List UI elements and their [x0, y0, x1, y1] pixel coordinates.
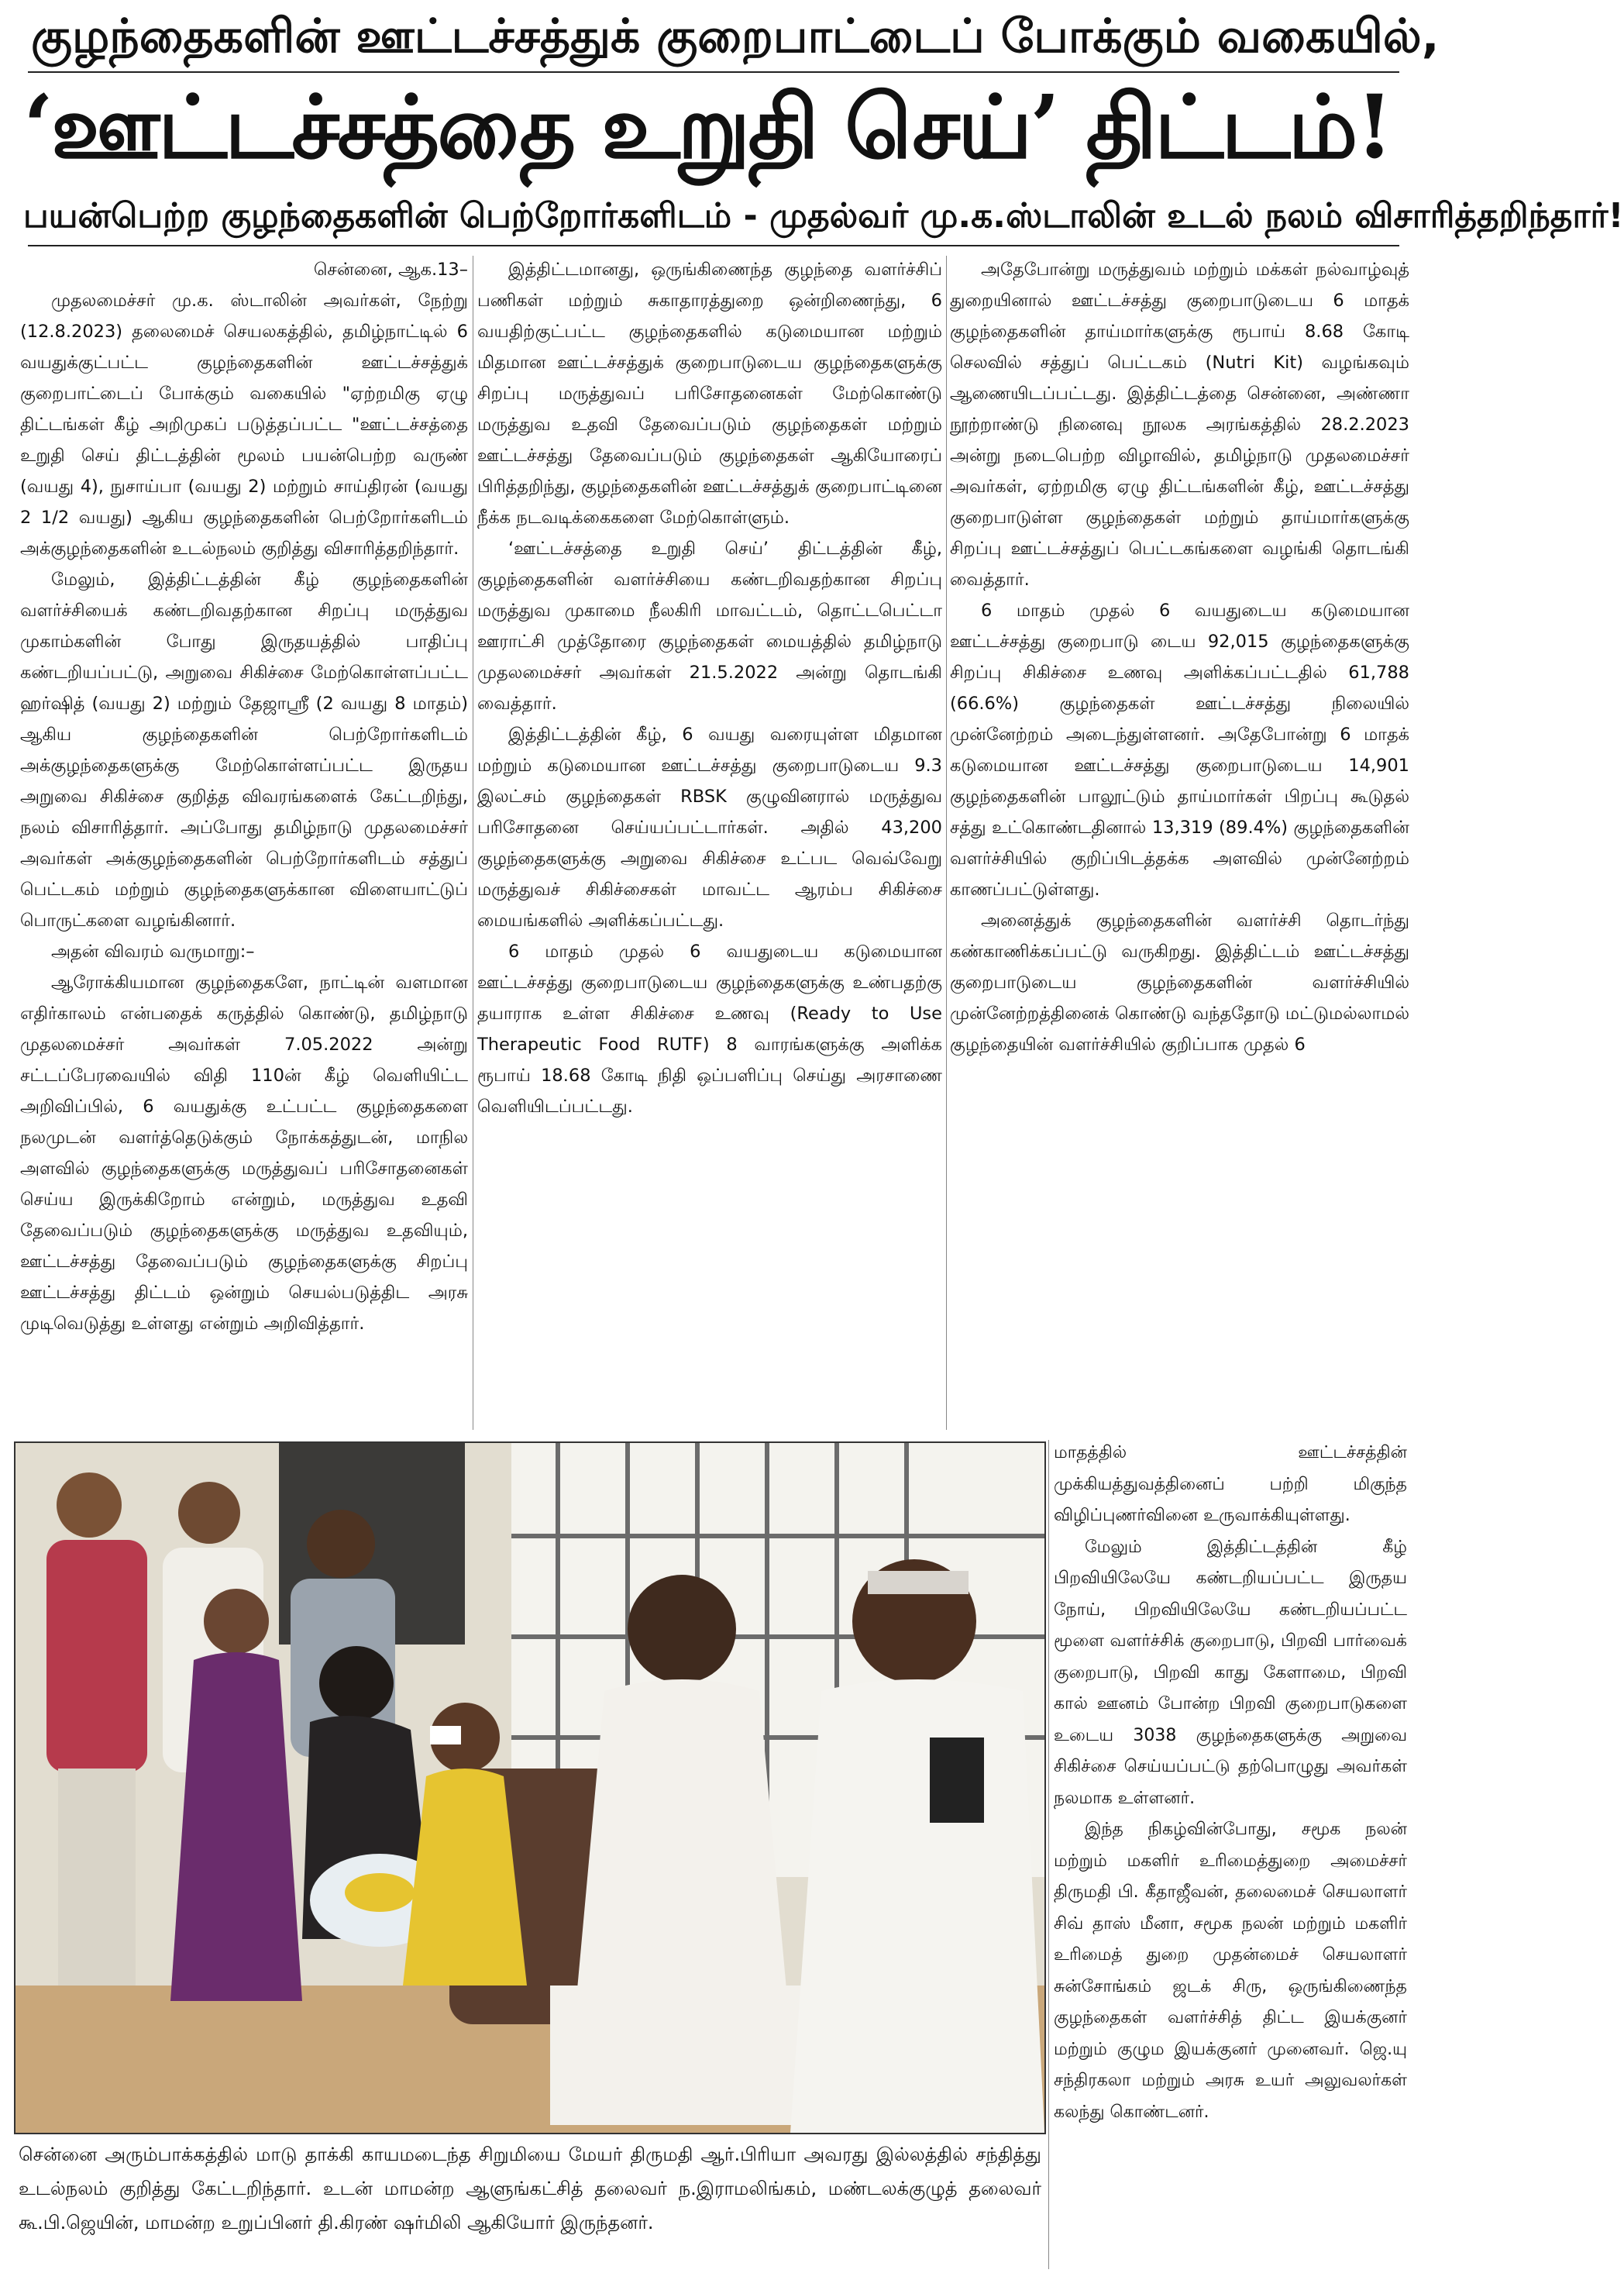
column-3-continued: [1054, 1438, 1407, 2267]
photo-scene: [15, 1443, 1044, 2133]
subhead-rule: [28, 245, 1399, 246]
column-1: [20, 254, 468, 1428]
top-rule: [28, 71, 1399, 73]
column-2: [477, 254, 942, 1428]
paragraph: அதன் விவரம் வருமாறு:–: [51, 942, 255, 962]
paragraph: ஆரோக்கியமான குழந்தைகளே, நாட்டின் வளமான எதிர்காலம் என்பதைக் கருத்தில் கொண்டு, தமிழ்நாடு முதலமைச்சர் அவர்கள் 7.05.2022 அன்று சட்டப்பேரவையில் விதி 110ன் கீழ் வெளியிட்ட அறிவிப்பில், 6 வயதுக்கு உட்பட்ட குழந்தைகளை நலமுடன் வளர்த்தெடுக்கும் நோக்கத்துடன், மாநில அளவில் குழந்தைகளுக்கு மருத்துவப் பரிசோதனைகள் செய்ய இருக்கிறோம் என்றும், மருத்துவ உதவி தேவைப்படும் குழந்தைகளுக்கு மருத்துவ உதவியும், ஊட்டச்சத்து தேவைப்படும் குழந்தைகளுக்கு சிறப்பு ஊட்டச்சத்து திட்டம் ஒன்றும் செயல்படுத்திட அரசு முடிவெடுத்து உள்ளது என்றும் அறிவித்தார்.: [20, 973, 468, 1334]
paragraph: 6 மாதம் முதல் 6 வயதுடைய கடுமையான ஊட்டச்சத்து குறைபாடுடைய குழந்தைகளுக்கு உண்பதற்கு தயாராக உள்ள சிகிச்சை உணவு (Ready to Use Therapeutic Food RUTF) 8 வாரங்களுக்கு அளிக்க ரூபாய் 18.68 கோடி நிதி ஒப்பளிப்பு செய்து அரசாணை வெளியிடப்பட்டது.: [477, 942, 942, 1117]
standing-man-left: [46, 1472, 147, 1986]
photo-caption: சென்னை அரும்பாக்கத்தில் மாடு தாக்கி காயமடைந்த சிறுமியை மேயர் திருமதி ஆர்.பிரியா அவரது இல்லத்தில் சந்தித்து உடல்நலம் குறித்து கேட்டறிந்தார். உடன் மாமன்ற ஆளுங்கட்சித் தலைவர் ந.இராமலிங்கம், மண்டலக்குழுத் தலைவர் கூ.பி.ஜெயின், மாமன்ற உறுப்பினர் தி.கிரண் ஷர்மிலி ஆகியோர் இருந்தனர்.: [19, 2144, 1041, 2234]
paragraph: மாதத்தில் ஊட்டச்சத்தின் முக்கியத்துவத்தினைப் பற்றி மிகுந்த விழிப்புணர்வினை உருவாக்கியுள்ளது.: [1054, 1443, 1407, 1525]
dateline: சென்னை, ஆக.13–: [313, 260, 468, 280]
kicker: குழந்தைகளின் ஊட்டச்சத்துக் குறைபாட்டைப் போக்கும் வகையில்,: [31, 9, 1440, 64]
paragraph: மேலும் இத்திட்டத்தின் கீழ் பிறவியிலேயே கண்டறியப்பட்ட இருதய நோய், பிறவியிலேயே கண்டறியப்பட்ட மூளை வளர்ச்சிக் குறைபாடு, பிறவி பார்வைக் குறைபாடு, பிறவி காது கேளாமை, பிறவி கால் ஊனம் போன்ற பிறவி குறைபாடுகளை உடைய 3038 குழந்தைகளுக்கு அறுவை சிகிச்சை செய்யப்பட்டு தற்பொழுது அவர்கள் நலமாக உள்ளனர்.: [1054, 1537, 1407, 1808]
column-3: [950, 254, 1409, 1428]
paragraph: இத்திட்டமானது, ஒருங்கிணைந்த குழந்தை வளர்ச்சிப் பணிகள் மற்றும் சுகாதாரத்துறை ஒன்றிணைந்து, 6 வயதிற்குட்பட்ட குழந்தைகளில் கடுமையான மற்றும் மிதமான ஊட்டச்சத்துக் குறைபாடுடைய குழந்தைகளுக்கு சிறப்பு மருத்துவப் பரிசோதனைகள் மேற்கொண்டு மருத்துவ உதவி தேவைப்படும் குழந்தைகள் மற்றும் ஊட்டச்சத்து தேவைப்படும் குழந்தைகள் ஆகியோரைப் பிரித்தறிந்து, குழந்தைகளின் ஊட்டச்சத்துக் குறைபாட்டினை நீக்க நடவடிக்கைகளை மேற்கொள்ளும்.: [477, 260, 942, 528]
column-rule: [946, 256, 947, 1430]
paragraph: முதலமைச்சர் மு.க. ஸ்டாலின் அவர்கள், நேற்று (12.8.2023) தலைமைச் செயலகத்தில், தமிழ்நாட்டில் 6 வயதுக்குட்பட்ட குழந்தைகளின் ஊட்டச்சத்துக் குறைபாட்டைப் போக்கும் வகையில் "ஏற்றமிகு ஏழு திட்டங்கள் கீழ் அறிமுகப் படுத்தப்பட்ட "ஊட்டச்சத்தை உறுதி செய் திட்டத்தின் மூலம் பயன்பெற்ற வருண் (வயது 4), நுசாய்பா (வயது 2) மற்றும் சாய்திரன் (வயது 2 1/2 வயது) ஆகிய குழந்தைகளின் பெற்றோர்களிடம் அக்குழந்தைகளின் உடல்நலம் குறித்து விசாரித்தறிந்தார்.: [20, 291, 468, 559]
column-rule: [1048, 1440, 1049, 2269]
paragraph: ‘ஊட்டச்சத்தை உறுதி செய்’ திட்டத்தின் கீழ், குழந்தைகளின் வளர்ச்சியை கண்டறிவதற்கான சிறப்பு மருத்துவ முகாமை நீலகிரி மாவட்டம், தொட்டபெட்டா ஊராட்சி முத்தோரை குழந்தைகள் மையத்தில் தமிழ்நாடு முதலமைச்சர் அவர்கள் 21.5.2022 அன்று தொடங்கி வைத்தார்.: [477, 539, 942, 714]
paragraph: இந்த நிகழ்வின்போது, சமூக நலன் மற்றும் மகளிர் உரிமைத்துறை அமைச்சர் திருமதி பி. கீதாஜீவன், தலைமைச் செயலாளர் சிவ் தாஸ் மீனா, சமூக நலன் மற்றும் மகளிர் உரிமைத் துறை முதன்மைச் செயலாளர் சுன்சோங்கம் ஜடக் சிரு, ஒருங்கிணைந்த குழந்தைகள் வளர்ச்சித் திட்ட இயக்குனர் மற்றும் குழும இயக்குனர் முனைவர். ஜெ.யு சந்திரகலா மற்றும் அரசு உயர் அலுவலர்கள் கலந்து கொண்டனர்.: [1054, 1820, 1407, 2122]
news-photo: [14, 1441, 1046, 2134]
headline: ‘ஊட்டச்சத்தை உறுதி செய்’ திட்டம்!: [23, 77, 1392, 178]
paragraph: இத்திட்டத்தின் கீழ், 6 வயது வரையுள்ள மிதமான மற்றும் கடுமையான ஊட்டச்சத்து குறைபாடுடைய 9.3 இலட்சம் குழந்தைகள் RBSK குழுவினரால் மருத்துவ பரிசோதனை செய்யப்பட்டார்கள். அதில் 43,200 குழந்தைகளுக்கு அறுவை சிகிச்சை உட்பட வெவ்வேறு மருத்துவச் சிகிச்சைகள் மாவட்ட ஆரம்ப சிகிச்சை மையங்களில் அளிக்கப்பட்டது.: [477, 725, 942, 931]
paragraph: 6 மாதம் முதல் 6 வயதுடைய கடுமையான ஊட்டச்சத்து குறைபாடு டைய 92,015 குழந்தைகளுக்கு சிறப்பு சிகிச்சை உணவு அளிக்கப்பட்டதில் 61,788 (66.6%) குழந்தைகள் ஊட்டச்சத்து நிலையில் முன்னேற்றம் அடைந்துள்ளனர். அதேபோன்று 6 மாதக் கடுமையான ஊட்டச்சத்து குறைபாடுடைய 14,901 குழந்தைகளின் பாலூட்டும் தாய்மார்கள் பிறப்பு கூடுதல் சத்து உட்கொண்டதினால் 13,319 (89.4%) குழந்தைகளின் வளர்ச்சியில் குறிப்பிடத்தக்க அளவில் முன்னேற்றம் காணப்பட்டுள்ளது.: [950, 601, 1409, 900]
paragraph: மேலும், இத்திட்டத்தின் கீழ் குழந்தைகளின் வளர்ச்சியைக் கண்டறிவதற்கான சிறப்பு மருத்துவ முகாம்களின் போது இருதயத்தில் பாதிப்பு கண்டறியப்பட்டு, அறுவை சிகிச்சை மேற்கொள்ளப்பட்ட ஹர்ஷித் (வயது 2) மற்றும் தேஜாஸ்ரீ (2 வயது 8 மாதம்) ஆகிய குழந்தைகளின் பெற்றோர்களிடம் அக்குழந்தைகளுக்கு மேற்கொள்ளப்பட்ட இருதய அறுவை சிகிச்சை குறித்த விவரங்களைக் கேட்டறிந்து, நலம் விசாரித்தார். அப்போது தமிழ்நாடு முதலமைச்சர் அவர்கள் அக்குழந்தைகளின் பெற்றோர்களிடம் சத்துப் பெட்டகம் மற்றும் குழந்தைகளுக்கான விளையாட்டுப் பொருட்களை வழங்கினார்.: [20, 570, 468, 931]
subhead: பயன்பெற்ற குழந்தைகளின் பெற்றோர்களிடம் - முதல்வர் மு.க.ஸ்டாலின் உடல் நலம் விசாரித்தறிந்தார்!: [23, 196, 1624, 236]
paragraph: அனைத்துக் குழந்தைகளின் வளர்ச்சி தொடர்ந்து கண்காணிக்கப்பட்டு வருகிறது. இத்திட்டம் ஊட்டச்சத்து குறைபாடுடைய குழந்தைகளின் வளர்ச்சியில் முன்னேற்றத்தினைக் கொண்டு வந்ததோடு மட்டுமல்லாமல் குழந்தையின் வளர்ச்சியில் குறிப்பாக முதல் 6: [950, 911, 1409, 1055]
paragraph: அதேபோன்று மருத்துவம் மற்றும் மக்கள் நல்வாழ்வுத் துறையினால் ஊட்டச்சத்து குறைபாடுடைய 6 மாதக் குழந்தைகளின் தாய்மார்களுக்கு ரூபாய் 8.68 கோடி செலவில் சத்துப் பெட்டகம் (Nutri Kit) வழங்கவும் ஆணையிடப்பட்டது. இத்திட்டத்தை சென்னை, அண்ணா நூற்றாண்டு நினைவு நூலக அரங்கத்தில் 28.2.2023 அன்று நடைபெற்ற விழாவில், தமிழ்நாடு முதலமைச்சர் அவர்கள், ஏற்றமிகு ஏழு திட்டங்களின் கீழ், ஊட்டச்சத்து குறைபாடுள்ள குழந்தைகள் மற்றும் தாய்மார்களுக்கு சிறப்பு ஊட்டச்சத்துப் பெட்டகங்களை வழங்கி தொடங்கி வைத்தார்.: [950, 260, 1409, 590]
